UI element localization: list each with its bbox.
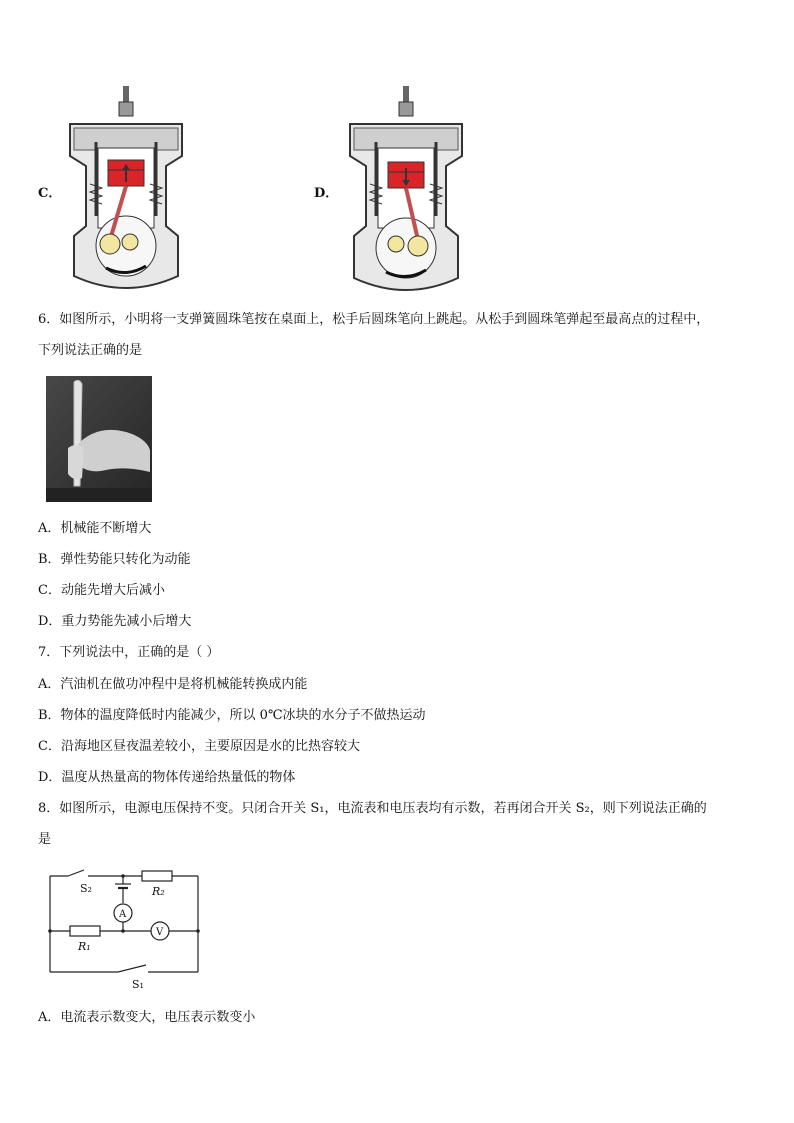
ammeter-symbol: A xyxy=(119,909,127,920)
engine-diagram-c xyxy=(66,86,186,292)
circuit-label-s1: S₁ xyxy=(132,978,144,991)
q6-option-c: C．动能先增大后减小 xyxy=(38,583,165,598)
q6-stem-line2: 下列说法正确的是 xyxy=(38,343,143,358)
q8-stem-line2: 是 xyxy=(38,832,52,847)
q7-option-d: D．温度从热量高的物体传递给热量低的物体 xyxy=(38,770,296,785)
q8-stem-line1: 8．如图所示，电源电压保持不变。只闭合开关 S₁，电流表和电压表均有示数，若再闭合开关 S₂，则下列说法正确的 xyxy=(38,801,707,816)
q6-option-a: A．机械能不断增大 xyxy=(38,521,152,536)
q7-option-b: B．物体的温度降低时内能减少，所以 0℃冰块的水分子不做热运动 xyxy=(38,708,426,723)
circuit-diagram xyxy=(40,866,206,992)
q7-stem: 7．下列说法中，正确的是（ ） xyxy=(38,645,220,660)
engine-diagram-d xyxy=(346,86,466,296)
q7-option-c: C．沿海地区昼夜温差较小，主要原因是水的比热容较大 xyxy=(38,739,360,754)
circuit-label-r2: R₂ xyxy=(152,885,165,898)
q8-option-a: A．电流表示数变大，电压表示数变小 xyxy=(38,1010,256,1025)
q6-option-d: D．重力势能先减小后增大 xyxy=(38,614,192,629)
q7-option-a: A．汽油机在做功冲程中是将机械能转换成内能 xyxy=(38,677,308,692)
q6-option-b: B．弹性势能只转化为动能 xyxy=(38,552,191,567)
circuit-label-r1: R₁ xyxy=(78,940,91,953)
hand-pen-photo xyxy=(46,376,152,502)
voltmeter-symbol: V xyxy=(156,927,164,938)
q6-stem-line1: 6．如图所示，小明将一支弹簧圆珠笔按在桌面上，松手后圆珠笔向上跳起。从松手到圆珠笔弹起至最高点的过程中， xyxy=(38,312,710,327)
option-d-label: D． xyxy=(314,186,339,201)
circuit-label-s2: S₂ xyxy=(80,882,92,895)
option-c-label: C． xyxy=(38,186,62,201)
